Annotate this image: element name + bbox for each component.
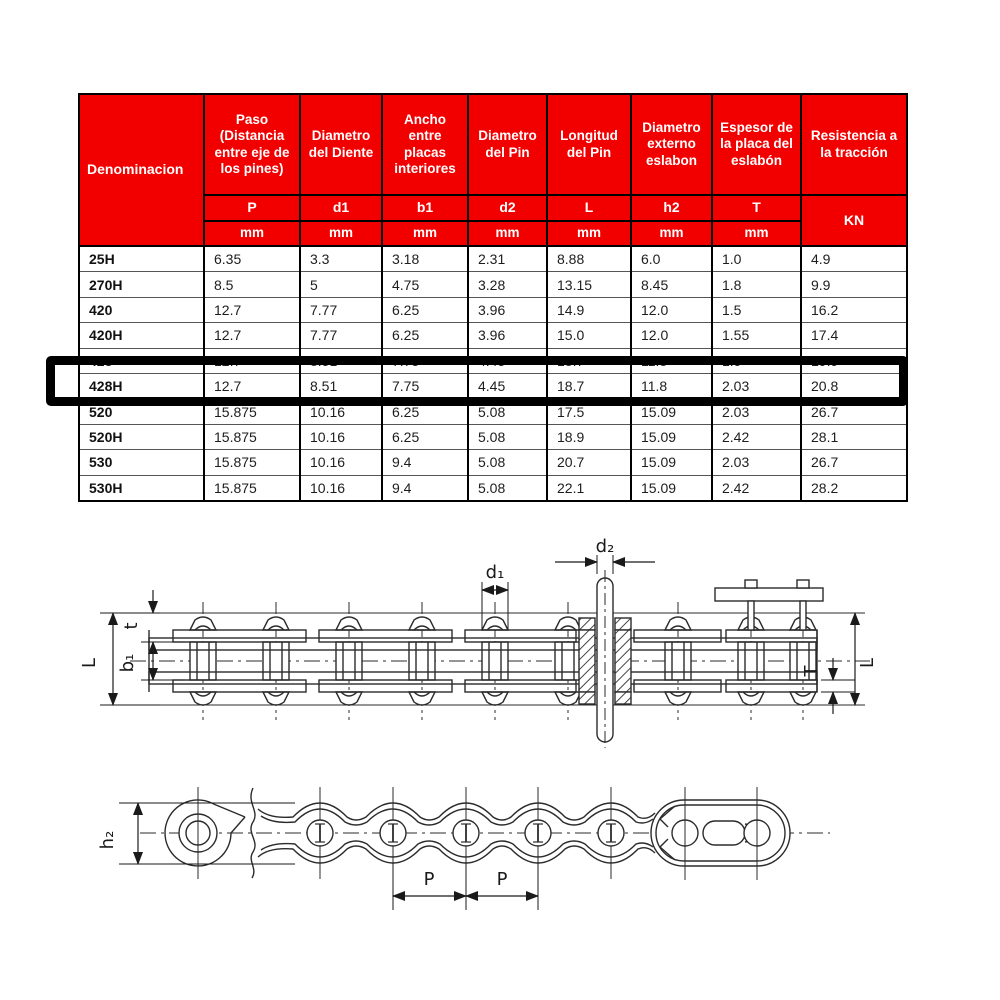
row-value: 2.42 — [712, 424, 801, 449]
dim-P — [393, 863, 538, 910]
row-value: 3.3 — [300, 246, 382, 272]
symbol-d1: d1 — [300, 195, 382, 221]
row-name: 420H — [79, 323, 204, 348]
row-value: 9.4 — [382, 450, 468, 475]
row-value: 28.1 — [801, 424, 907, 449]
row-value: 10.16 — [300, 475, 382, 501]
row-name: 520H — [79, 424, 204, 449]
dim-label-h2: h₂ — [97, 830, 118, 850]
row-value: 15.875 — [204, 424, 300, 449]
row-value: 3.28 — [468, 272, 547, 297]
table-row — [79, 399, 907, 424]
symbol-d2: d2 — [468, 195, 547, 221]
row-name: 428H — [79, 373, 204, 398]
row-value: 5.08 — [468, 399, 547, 424]
row-value: 6.0 — [631, 246, 712, 272]
row-value: 15.09 — [631, 424, 712, 449]
row-value: 9.9 — [801, 272, 907, 297]
row-value: 26.7 — [801, 399, 907, 424]
row-value: 2.03 — [712, 450, 801, 475]
row-value: 1.8 — [712, 272, 801, 297]
header-diametro-pin: Diametro del Pin — [468, 94, 547, 195]
row-value: 17.4 — [801, 323, 907, 348]
row-value: 3.18 — [382, 246, 468, 272]
row-value: 9.4 — [382, 475, 468, 501]
row-value: 12.7 — [204, 297, 300, 322]
row-value: 15.09 — [631, 475, 712, 501]
unit-mm-d1: mm — [300, 221, 382, 246]
row-value: 20.8 — [801, 373, 907, 398]
unit-mm-b1: mm — [382, 221, 468, 246]
row-value: 6.25 — [382, 297, 468, 322]
chain-spec-table — [78, 93, 908, 502]
master-link — [651, 787, 790, 880]
row-value: 15.875 — [204, 475, 300, 501]
header-espesor-placa: Espesor de la placa del eslabón — [712, 94, 801, 195]
row-value: 4.9 — [801, 246, 907, 272]
row-value: 20.7 — [547, 450, 631, 475]
row-name: 270H — [79, 272, 204, 297]
chain-side-view-diagram — [55, 530, 935, 760]
row-value: 2.42 — [712, 475, 801, 501]
row-value: 16.2 — [801, 297, 907, 322]
dim-label-P1: P — [423, 869, 435, 890]
row-value: 6.25 — [382, 323, 468, 348]
row-value: 6.25 — [382, 399, 468, 424]
row-value: 8.51 — [300, 348, 382, 373]
dim-T-right — [821, 658, 855, 714]
row-value: 22.1 — [547, 475, 631, 501]
row-value: 18.9 — [547, 424, 631, 449]
symbol-P: P — [204, 195, 300, 221]
dim-label-L-left: L — [79, 657, 100, 669]
row-value: 12.0 — [631, 297, 712, 322]
row-value: 15.875 — [204, 450, 300, 475]
row-name: 530H — [79, 475, 204, 501]
row-value: 19.9 — [801, 348, 907, 373]
spec-table-body — [79, 246, 907, 501]
unit-mm-L: mm — [547, 221, 631, 246]
row-value: 8.5 — [204, 272, 300, 297]
row-value: 5.08 — [468, 475, 547, 501]
row-value: 4.75 — [382, 272, 468, 297]
row-name: 530 — [79, 450, 204, 475]
row-value: 10.16 — [300, 450, 382, 475]
row-value: 1.55 — [712, 323, 801, 348]
row-value: 7.77 — [300, 323, 382, 348]
header-resistencia: Resistencia a la tracción — [801, 94, 907, 195]
row-value: 12.7 — [204, 373, 300, 398]
header-denominacion: Denominacion — [79, 94, 204, 246]
dim-label-t: t — [121, 622, 142, 630]
row-value: 17.5 — [547, 399, 631, 424]
symbol-KN: KN — [801, 195, 907, 246]
header-ancho-placas: Ancho entre placas interiores — [382, 94, 468, 195]
unit-mm-d2: mm — [468, 221, 547, 246]
header-diametro-diente: Diametro del Diente — [300, 94, 382, 195]
pin-cross-section — [579, 570, 631, 748]
row-value: 1.9 — [712, 348, 801, 373]
symbol-h2: h2 — [631, 195, 712, 221]
row-value: 5 — [300, 272, 382, 297]
row-name: 420 — [79, 297, 204, 322]
row-value: 6.25 — [382, 424, 468, 449]
row-name: 520 — [79, 399, 204, 424]
header-paso: Paso (Distancia entre eje de los pines) — [204, 94, 300, 195]
row-value: 14.9 — [547, 297, 631, 322]
table-row — [79, 348, 907, 373]
row-value: 3.96 — [468, 297, 547, 322]
row-value: 2.03 — [712, 373, 801, 398]
row-value: 2.03 — [712, 399, 801, 424]
row-value: 8.51 — [300, 373, 382, 398]
row-value: 15.0 — [547, 323, 631, 348]
header-diametro-externo: Diametro externo eslabon — [631, 94, 712, 195]
row-value: 11.8 — [631, 373, 712, 398]
symbol-T: T — [712, 195, 801, 221]
row-value: 2.31 — [468, 246, 547, 272]
unit-mm-T: mm — [712, 221, 801, 246]
row-value: 12.7 — [204, 323, 300, 348]
row-value: 18.7 — [547, 373, 631, 398]
row-value: 28.2 — [801, 475, 907, 501]
table-row — [79, 373, 907, 398]
row-value: 26.7 — [801, 450, 907, 475]
row-value: 12.7 — [204, 348, 300, 373]
row-value: 15.09 — [631, 450, 712, 475]
table-header — [79, 94, 907, 246]
row-value: 15.09 — [631, 399, 712, 424]
symbol-L: L — [547, 195, 631, 221]
dim-label-d2: d₂ — [595, 536, 615, 557]
row-value: 13.15 — [547, 272, 631, 297]
dim-label-T: T — [801, 665, 822, 677]
table-row — [79, 450, 907, 475]
row-value: 7.75 — [382, 373, 468, 398]
row-value: 7.77 — [300, 297, 382, 322]
chain-plan-view-diagram — [55, 760, 935, 995]
row-value: 4.45 — [468, 373, 547, 398]
row-value: 1.5 — [712, 297, 801, 322]
row-value: 6.35 — [204, 246, 300, 272]
table-row — [79, 297, 907, 322]
row-value: 8.45 — [631, 272, 712, 297]
row-value: 3.96 — [468, 323, 547, 348]
header-longitud-pin: Longitud del Pin — [547, 94, 631, 195]
row-value: 1.0 — [712, 246, 801, 272]
row-value: 10.16 — [300, 424, 382, 449]
row-value: 12.0 — [631, 323, 712, 348]
row-value: 5.08 — [468, 450, 547, 475]
row-value: 5.08 — [468, 424, 547, 449]
unit-mm-h2: mm — [631, 221, 712, 246]
symbol-b1: b1 — [382, 195, 468, 221]
dim-label-b1: b₁ — [117, 653, 138, 673]
row-name: 428 — [79, 348, 204, 373]
dim-label-d1: d₁ — [485, 562, 505, 583]
row-name: 25H — [79, 246, 204, 272]
dim-label-P2: P — [496, 869, 508, 890]
row-value: 8.88 — [547, 246, 631, 272]
table-row — [79, 475, 907, 501]
row-value: 18.7 — [547, 348, 631, 373]
row-value: 7.75 — [382, 348, 468, 373]
row-value: 10.16 — [300, 399, 382, 424]
table-row — [79, 272, 907, 297]
table-row — [79, 323, 907, 348]
table-row — [79, 246, 907, 272]
unit-mm-P: mm — [204, 221, 300, 246]
row-value: 11.8 — [631, 348, 712, 373]
dim-label-L-right: L — [857, 657, 878, 669]
row-value: 15.875 — [204, 399, 300, 424]
row-value: 4.45 — [468, 348, 547, 373]
table-row — [79, 424, 907, 449]
